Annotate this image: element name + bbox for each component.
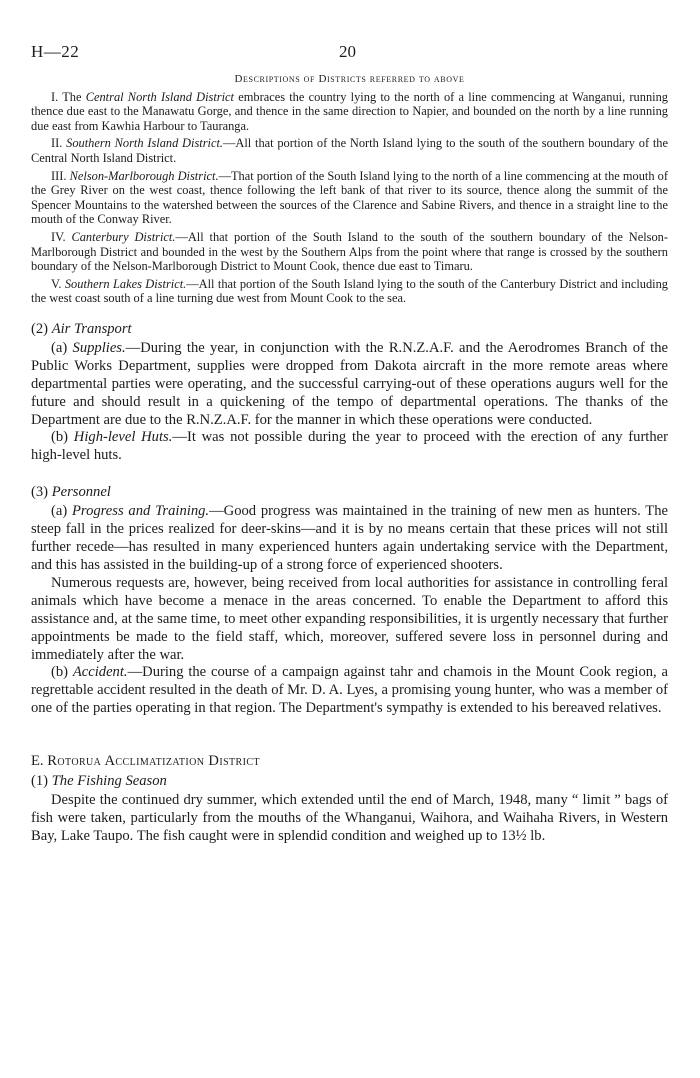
- district-name: Southern North Island District.: [66, 136, 224, 151]
- paragraph: (a) Progress and Training.—Good progress was maintained in the training of new men as hunters. The steep fall in the prices realized for deer-skins—and it is by no means certain that these prices will not still further recede—has resulted in many experienced hunters again undertaking service with the Department, and this has assisted in the building-up of a strong force of experienced shooters.: [31, 503, 668, 573]
- district-description: [31, 136, 668, 165]
- district-text: embraces the country lying to the north of a line commencing at Wanganui, running thence due east to the Manawatu Gorge, and thence in the same direction to Napier, and bounded on the north by a line running due east from Kawhia Harbour to Tauranga.: [31, 89, 668, 133]
- page-header: [31, 42, 668, 72]
- paragraph: (a) Supplies.—During the year, in conjunction with the R.N.Z.A.F. and the Aerodromes Branch of the Public Works Department, supplies were dropped from Dakota aircraft in the more remote areas where departmental parties were operating, and the successful carrying-out of these operations augurs well for the future and should result in a quickening of the tempo of departmental operations. The thanks of the Department are due to the R.N.Z.A.F. for the manner in which these operations were conducted.: [31, 339, 669, 428]
- item-number: V.: [51, 276, 62, 291]
- document-reference: H—22: [31, 42, 80, 61]
- district-heading: E. Rotorua Acclimatization District: [31, 753, 260, 770]
- item-number: I.: [51, 89, 59, 104]
- district-name: Southern Lakes District.: [64, 276, 187, 291]
- page-number: 20: [339, 42, 356, 61]
- item-number: IV.: [51, 229, 66, 244]
- descriptions-heading: Descriptions of Districts referred to above: [234, 73, 465, 85]
- personnel-section: [31, 483, 668, 718]
- paragraph: Despite the continued dry summer, which extended until the end of March, 1948, many “ limit ” bags of fish were taken, particularly from the mouths of the Whanganui, Waihora, and Waihaha Rivers, in Western Bay, Lake Taupo. The fish caught were in splendid condition and weighed up to 13½ lb.: [31, 792, 668, 844]
- item-number: III.: [51, 168, 67, 183]
- district-description: I. The Central North Island District embraces the country lying to the north of a line commencing at Wanganui, running thence due east to the Manawatu Gorge, and thence in the same direction to Napier, and bounded on the north by a line running due east from Kawhia Harbour to Tauranga.: [31, 89, 668, 133]
- district-name: Nelson-Marlborough District.: [69, 168, 219, 183]
- item-number: II.: [51, 136, 63, 151]
- district-descriptions: [31, 72, 668, 306]
- district-description: [31, 169, 668, 227]
- district-text: —All that portion of the North Island lying to the south of the southern boundary of the Central North Island District.: [31, 136, 668, 165]
- district-text: —That portion of the South Island lying to the north of a line commencing at the mouth of the Grey River on the west coast, thence following the left bank of that river to its source, thence along the summit of the Spencer Mountains to the watershed between the sources of the Clarence and Sabine Rivers, and thence in a straight line to the mouth of the Conway River.: [31, 168, 669, 227]
- paragraph: (b) Accident.—During the course of a campaign against tahr and chamois in the Mount Cook region, a regrettable accident resulted in the death of Mr. D. A. Lyes, a promising young hunter, who was a member of one of the parties operating in that region. The Department's sympathy is extended to his bereaved relatives.: [31, 664, 668, 717]
- district-name: Central North Island District: [85, 89, 235, 104]
- district-text: —All that portion of the South Island lying to the south of the Canterbury District and including the west coast south of a line turning due west from Mount Cook to the sea.: [31, 276, 668, 306]
- section-heading: (1) The Fishing Season: [31, 773, 167, 790]
- paragraph: (b) High-level Huts.—It was not possible during the year to proceed with the erection of any further high-level huts.: [31, 429, 668, 464]
- section-heading: (3) Personnel: [31, 484, 111, 501]
- rotorua-section: [31, 752, 668, 846]
- district-description: [31, 230, 668, 274]
- document-page: [31, 42, 668, 846]
- air-transport-section: [31, 320, 668, 465]
- district-text: —All that portion of the South Island to the south of the southern boundary of the Nelson-Marlborough District and bounded in the west by the Southern Alps from the point where that range is crossed by the southern boundary of the Nelson-Marlborough District to Mount Cook, thence due east to Timaru.: [31, 229, 668, 274]
- district-description: [31, 277, 668, 306]
- paragraph: Numerous requests are, however, being received from local authorities for assistance in controlling feral animals which have become a menace in the areas concerned. To enable the Department to afford this assistance and, at the same time, to meet other expanding responsibilities, it is urgently necessary that further appointments be made to the field staff, which, moreover, suffered severe loss in personnel during and immediately after the war.: [31, 574, 668, 663]
- section-heading: (2) Air Transport: [31, 320, 132, 337]
- district-name: Canterbury District.: [71, 229, 176, 244]
